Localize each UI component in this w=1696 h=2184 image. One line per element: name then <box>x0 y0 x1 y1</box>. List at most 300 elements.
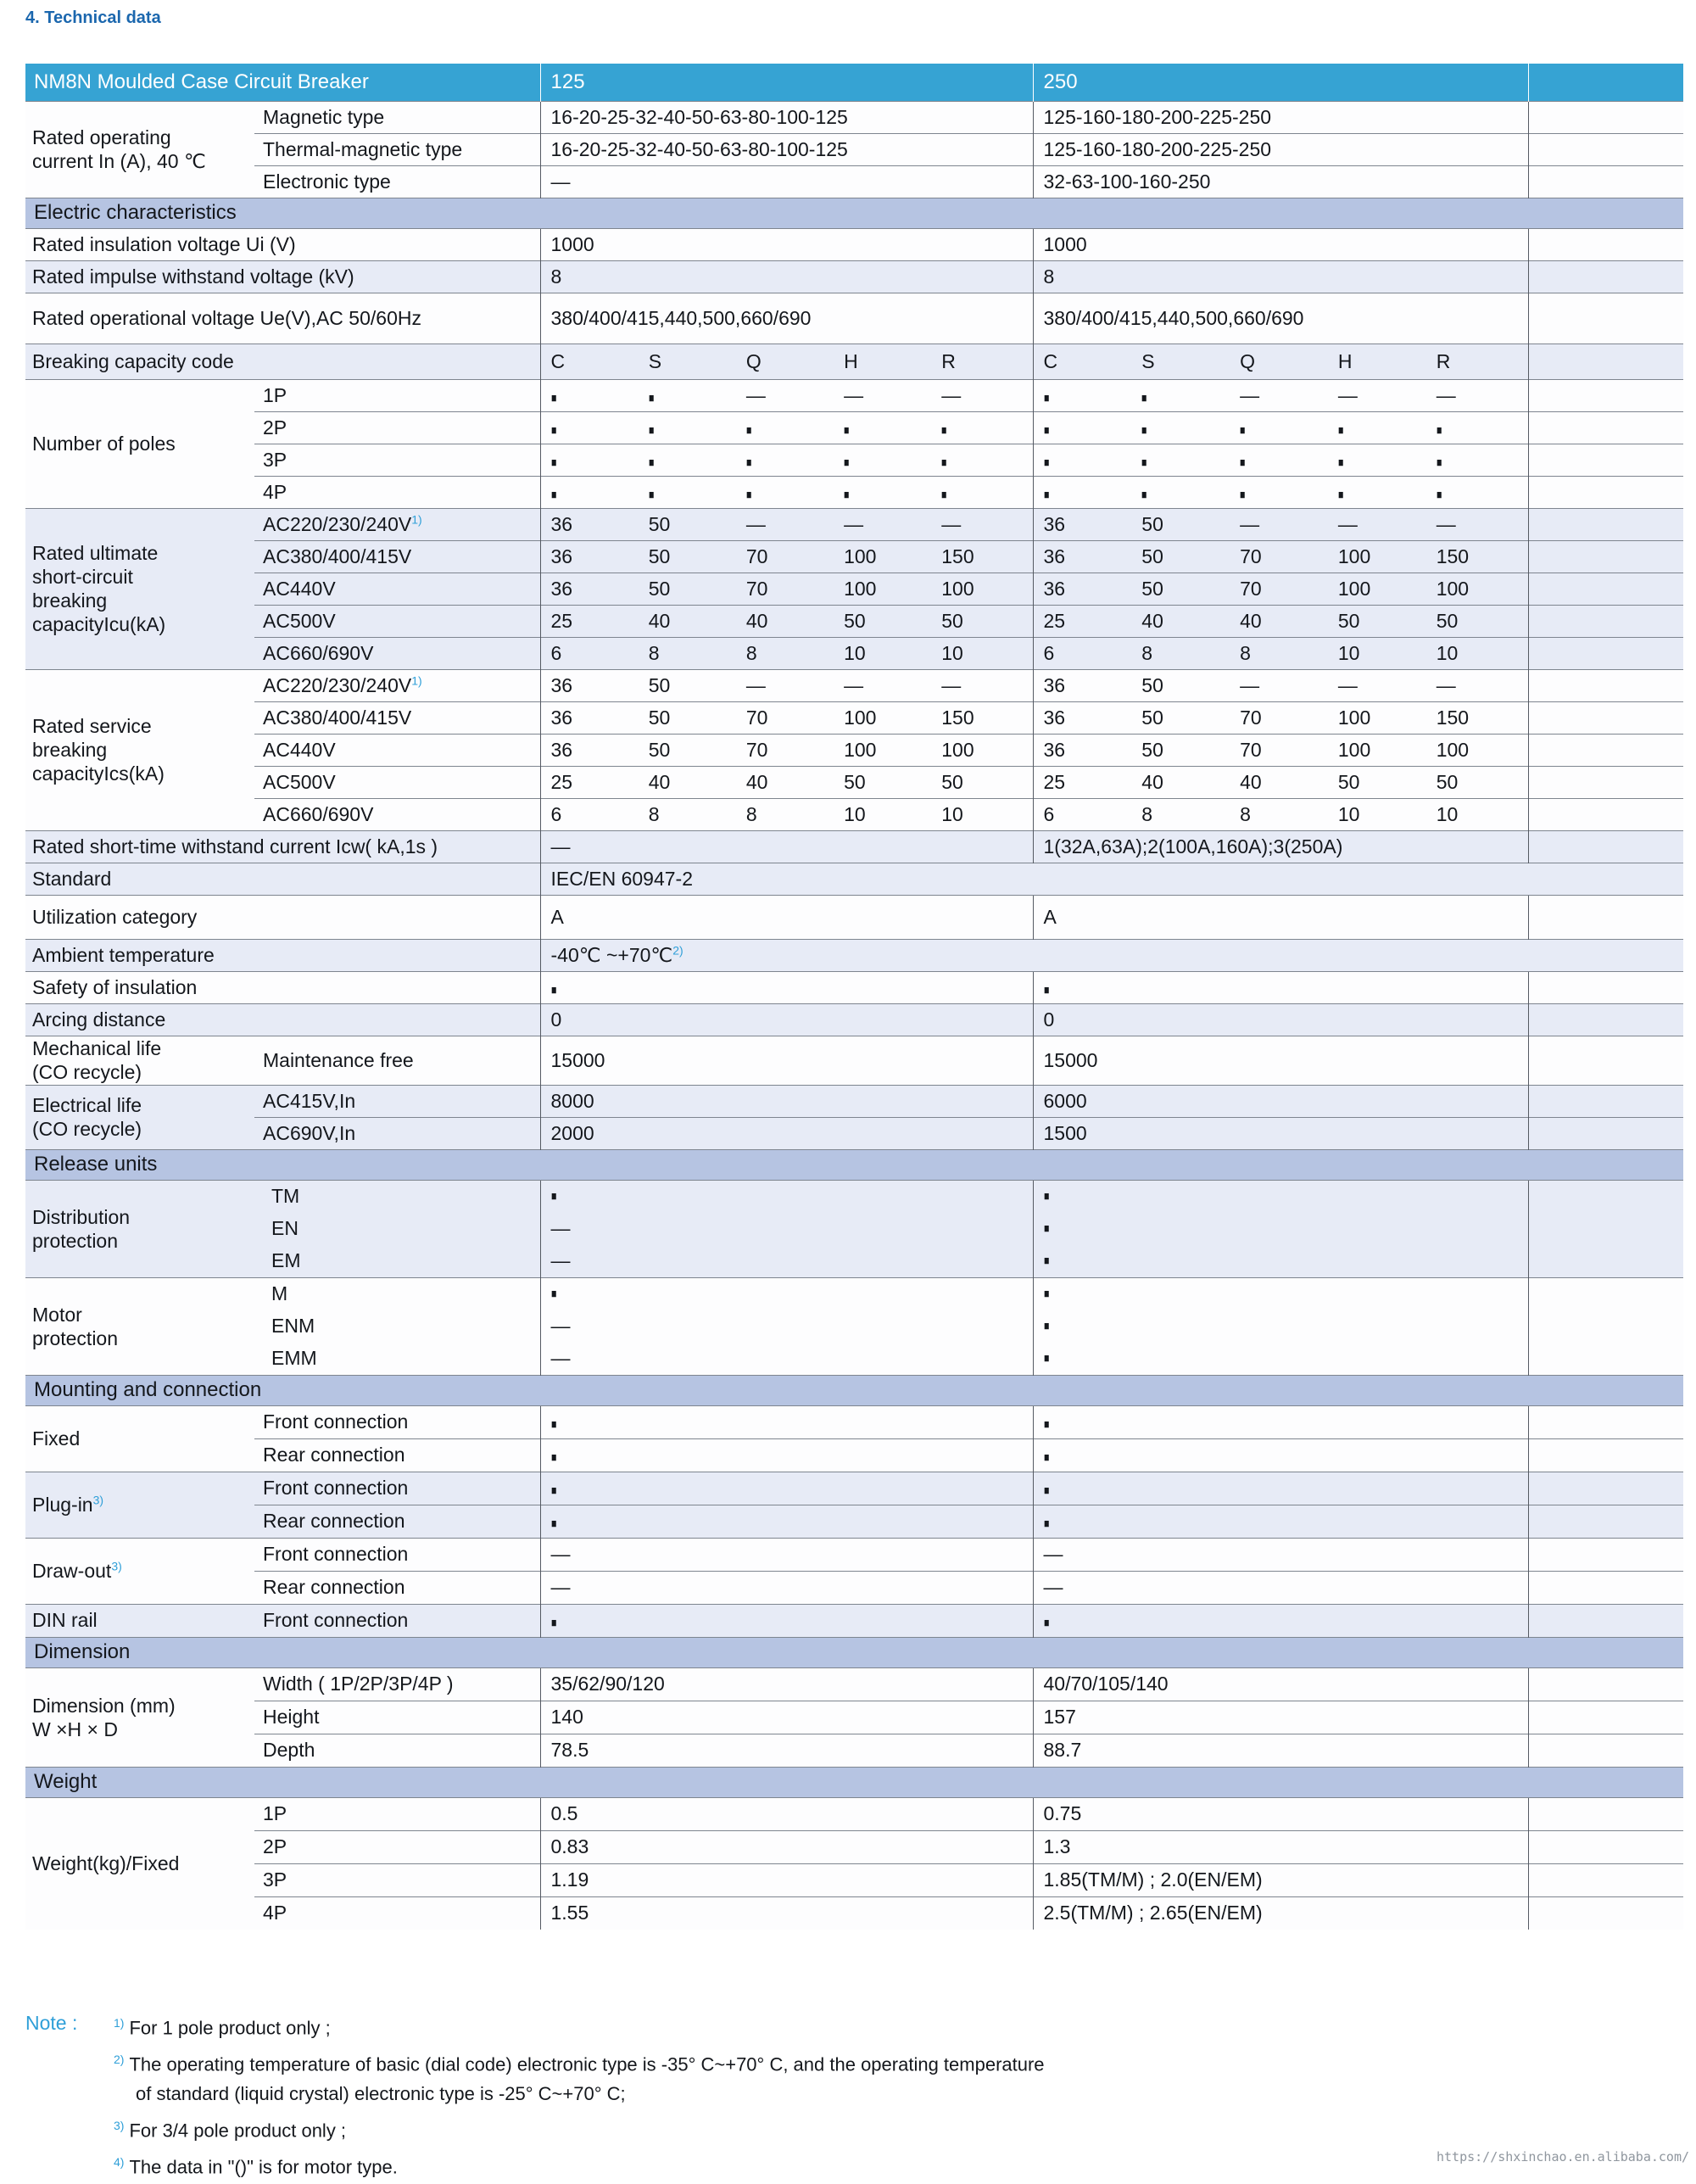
value-250 <box>1033 637 1528 669</box>
cell-text: 50 <box>1436 610 1459 633</box>
dash: — <box>550 1576 571 1598</box>
value-125 <box>540 766 1033 798</box>
sub-col <box>541 578 639 600</box>
dash: — <box>844 674 864 697</box>
cell-text: 0 <box>1043 1008 1055 1031</box>
sub-col <box>1426 545 1525 568</box>
table-row <box>25 540 1683 573</box>
sub-col <box>736 739 834 762</box>
cell-text: 100 <box>844 707 877 729</box>
empty-cell <box>1528 293 1683 344</box>
cell-text: 380/400/415,440,500,660/690 <box>1043 306 1304 329</box>
sub-col <box>1131 350 1230 373</box>
sub-col <box>1131 416 1230 439</box>
empty-cell <box>1528 260 1683 293</box>
empty-cell <box>1528 1180 1683 1277</box>
sub-col <box>931 739 1029 762</box>
empty-cell <box>1528 605 1683 637</box>
row-label <box>25 1085 254 1149</box>
sub-col <box>834 449 931 472</box>
row-sublabel <box>254 444 540 476</box>
empty-cell <box>1528 1863 1683 1896</box>
sub-col <box>639 707 736 729</box>
note-text: The operating temperature of basic (dial code) electronic type is -35° C~+70° C, and the operating temperature <box>129 2053 1045 2075</box>
cell-text: Breaking capacity code <box>32 349 234 372</box>
section-band: Electric characteristics <box>25 198 1683 228</box>
cell-text: 1500 <box>1043 1121 1087 1144</box>
row-sublabel <box>254 476 540 508</box>
filled-square: ■ <box>648 423 655 438</box>
sub-col <box>1328 771 1426 794</box>
value-125 <box>540 228 1033 260</box>
row-sublabel <box>254 1117 540 1149</box>
sub-col <box>639 449 736 472</box>
stacked-value <box>263 1343 537 1375</box>
dash: — <box>844 513 864 536</box>
dash: — <box>1337 674 1358 697</box>
dash: — <box>1240 513 1260 536</box>
cell-text: 8 <box>1240 803 1251 826</box>
filled-square: ■ <box>648 391 655 406</box>
row-sublabel <box>254 165 540 198</box>
sub-col <box>1426 350 1525 373</box>
cell-text: 1.19 <box>550 1868 589 1891</box>
value-125 <box>540 1438 1033 1472</box>
sub-col <box>541 642 639 665</box>
sub-col <box>1034 707 1132 729</box>
sub-col <box>931 545 1029 568</box>
sub-col <box>1230 642 1328 665</box>
cell-text: 0.83 <box>550 1835 589 1857</box>
empty-cell <box>1528 1085 1683 1117</box>
filled-square: ■ <box>1043 1517 1049 1531</box>
table-row <box>25 1797 1683 1830</box>
cell-text: Safety of insulation <box>32 975 198 998</box>
sub-col <box>834 803 931 826</box>
label-line: capacityIcu(kA) <box>32 613 166 635</box>
sub-col <box>1328 803 1426 826</box>
value-250 <box>1033 573 1528 605</box>
value-250 <box>1033 540 1528 573</box>
cell-text: 100 <box>1337 545 1371 568</box>
table-row <box>25 1505 1683 1538</box>
cell-text: 25 <box>550 610 573 633</box>
table-row <box>25 1701 1683 1734</box>
sub-col <box>736 707 834 729</box>
cell-text: 10 <box>1436 803 1459 826</box>
cell-text: Weight(kg)/Fixed <box>32 1852 180 1874</box>
value-250 <box>1033 734 1528 766</box>
sub-col <box>541 384 639 407</box>
cell-text: 88.7 <box>1043 1739 1082 1761</box>
dash: — <box>550 1347 571 1369</box>
value-125 <box>540 1896 1033 1930</box>
filled-square: ■ <box>1043 1319 1049 1333</box>
filled-square: ■ <box>1043 1351 1049 1366</box>
sub-col <box>541 416 639 439</box>
sub-col <box>541 803 639 826</box>
value-125 <box>540 669 1033 701</box>
table-row <box>25 1003 1683 1036</box>
cell-text: 36 <box>1043 578 1066 600</box>
value-250 <box>1033 971 1528 1003</box>
sub-col <box>1230 771 1328 794</box>
value-125 <box>540 344 1033 379</box>
cell-text: TM <box>271 1185 300 1207</box>
sub-col <box>834 545 931 568</box>
header-product: NM8N Moulded Case Circuit Breaker <box>25 64 540 101</box>
filled-square: ■ <box>1043 391 1049 406</box>
cell-text: 3P <box>263 1868 287 1891</box>
row-label <box>25 1003 540 1036</box>
dash: — <box>745 513 766 536</box>
sub-col <box>1131 513 1230 536</box>
value-125 <box>540 1180 1033 1277</box>
filled-square: ■ <box>1436 488 1442 503</box>
cell-text: 2000 <box>550 1121 594 1144</box>
sub-col <box>1426 416 1525 439</box>
row-label <box>25 863 540 895</box>
filled-square: ■ <box>745 455 752 471</box>
cell-text: 50 <box>648 707 671 729</box>
cell-text: Width ( 1P/2P/3P/4P ) <box>263 1673 454 1695</box>
cell-text: 25 <box>550 771 573 794</box>
label-line: current In (A), 40 ℃ <box>32 150 206 172</box>
value-250 <box>1033 1830 1528 1863</box>
table-row <box>25 133 1683 165</box>
filled-square: ■ <box>550 1417 556 1432</box>
row-sublabel <box>254 1538 540 1571</box>
sub-col <box>1328 513 1426 536</box>
dash: — <box>550 1543 571 1565</box>
sub-col <box>1230 674 1328 697</box>
sub-col <box>1131 803 1230 826</box>
value-125 <box>540 1472 1033 1505</box>
table-row <box>25 1830 1683 1863</box>
filled-square: ■ <box>844 423 850 438</box>
row-sublabel <box>254 1896 540 1930</box>
sub-col <box>1034 610 1132 633</box>
filled-square: ■ <box>941 423 947 438</box>
sub-col <box>1328 739 1426 762</box>
value-125 <box>540 260 1033 293</box>
sub-col <box>834 610 931 633</box>
sub-col <box>736 481 834 504</box>
cell-text: 125-160-180-200-225-250 <box>1043 137 1272 160</box>
cell-text: 1000 <box>1043 232 1087 255</box>
cell-text: Rear connection <box>263 1510 405 1532</box>
cell-text: 2P <box>263 1835 287 1857</box>
label-line: protection <box>32 1229 119 1252</box>
empty-cell <box>1528 830 1683 863</box>
label-line: Mechanical life <box>32 1037 162 1059</box>
empty-cell <box>1528 101 1683 133</box>
cell-text: AC380/400/415V <box>263 545 412 567</box>
cell-text: 16-20-25-32-40-50-63-80-100-125 <box>550 105 848 128</box>
dash: — <box>1436 513 1456 536</box>
value-125 <box>540 734 1033 766</box>
filled-square: ■ <box>550 1616 556 1630</box>
row-sublabel <box>254 1571 540 1604</box>
label-line: protection <box>32 1327 119 1349</box>
section-band-row <box>25 1149 1683 1180</box>
cell-text: 50 <box>648 739 671 762</box>
empty-cell <box>1528 1505 1683 1538</box>
table-row <box>25 1438 1683 1472</box>
cell-text: Magnetic type <box>263 105 385 128</box>
empty-cell <box>1528 344 1683 379</box>
sub-col <box>1328 350 1426 373</box>
cell-text: 50 <box>1436 771 1459 794</box>
cell-text: 8 <box>1141 642 1153 665</box>
sub-col <box>541 771 639 794</box>
cell-text: 6 <box>550 642 562 665</box>
cell-text: 10 <box>1337 803 1360 826</box>
empty-cell <box>1528 669 1683 701</box>
value-250 <box>1033 1863 1528 1896</box>
note-item <box>25 2008 1382 2042</box>
sub-col <box>1131 578 1230 600</box>
sub-col <box>736 449 834 472</box>
empty-cell <box>1528 1277 1683 1375</box>
cell-text: 8 <box>648 642 660 665</box>
row-sublabel <box>254 1604 540 1637</box>
cell-text: 100 <box>1436 578 1470 600</box>
filled-square: ■ <box>1043 488 1049 503</box>
cell-text: S <box>648 350 662 373</box>
page-title: 4. Technical data <box>25 8 161 27</box>
cell-text: 70 <box>1240 578 1262 600</box>
filled-square: ■ <box>550 423 556 438</box>
sub-col <box>1230 384 1328 407</box>
note-item <box>114 2148 1382 2181</box>
row-sublabel <box>254 1667 540 1701</box>
sub-col <box>1426 771 1525 794</box>
cell-text: 4P <box>263 480 287 503</box>
sub-col <box>639 578 736 600</box>
cell-text: 40 <box>1240 610 1262 633</box>
cell-text: 8 <box>1043 265 1055 288</box>
cell-text: AC415V,In <box>263 1089 356 1112</box>
filled-square: ■ <box>745 423 752 438</box>
note-text: The data in "()" is for motor type. <box>129 2156 398 2178</box>
sub-col <box>1426 578 1525 600</box>
sub-col <box>931 513 1029 536</box>
row-label <box>25 895 540 939</box>
sub-col <box>1328 384 1426 407</box>
table-row <box>25 1277 1683 1375</box>
value-250 <box>1033 605 1528 637</box>
dash: — <box>550 835 571 857</box>
value-span <box>540 939 1683 971</box>
filled-square: ■ <box>1141 455 1147 471</box>
value-250 <box>1033 293 1528 344</box>
empty-cell <box>1528 1797 1683 1830</box>
dash: — <box>1043 1543 1063 1565</box>
filled-square: ■ <box>1240 455 1246 471</box>
cell-text: 50 <box>844 610 866 633</box>
cell-text: 100 <box>1337 739 1371 762</box>
cell-text: Rated insulation voltage Ui (V) <box>32 232 296 255</box>
stacked-value <box>541 1278 1029 1310</box>
cell-text: Electronic type <box>263 170 391 193</box>
dash: — <box>1240 384 1260 407</box>
value-250 <box>1033 411 1528 444</box>
sub-col <box>639 610 736 633</box>
filled-square: ■ <box>550 982 556 997</box>
sub-col <box>736 578 834 600</box>
stacked-value <box>541 1343 1029 1375</box>
filled-square: ■ <box>550 1287 556 1301</box>
filled-square: ■ <box>941 488 947 503</box>
section-band: Dimension <box>25 1637 1683 1667</box>
cell-text: 15000 <box>550 1048 605 1071</box>
cell-text: 16-20-25-32-40-50-63-80-100-125 <box>550 137 848 160</box>
cell-text: 70 <box>745 578 768 600</box>
dash: — <box>1436 674 1456 697</box>
cell-text: Rear connection <box>263 1576 405 1598</box>
cell-text: 380/400/415,440,500,660/690 <box>550 306 812 329</box>
section-band: Release units <box>25 1149 1683 1180</box>
sub-col <box>931 384 1029 407</box>
filled-square: ■ <box>550 1189 556 1204</box>
value-250 <box>1033 101 1528 133</box>
cell-text: 8 <box>648 803 660 826</box>
table-row <box>25 830 1683 863</box>
cell-text: 50 <box>1337 771 1360 794</box>
sub-col <box>736 416 834 439</box>
filled-square: ■ <box>550 1450 556 1465</box>
cell-text: 100 <box>1337 578 1371 600</box>
table-row <box>25 1863 1683 1896</box>
note-item <box>114 2111 1382 2145</box>
cell-text: 70 <box>745 707 768 729</box>
cell-text: Maintenance free <box>263 1048 414 1071</box>
value-250 <box>1033 1734 1528 1767</box>
sub-col <box>736 545 834 568</box>
empty-cell <box>1528 379 1683 411</box>
table-row <box>25 476 1683 508</box>
table-row <box>25 260 1683 293</box>
table-row <box>25 228 1683 260</box>
row-label <box>25 1797 254 1930</box>
table-row <box>25 379 1683 411</box>
value-250 <box>1033 133 1528 165</box>
row-label <box>25 971 540 1003</box>
row-label <box>25 228 540 260</box>
cell-text: 32-63-100-160-250 <box>1043 170 1211 193</box>
dash: — <box>550 1249 571 1271</box>
label-line: short-circuit <box>32 566 133 588</box>
stacked-value <box>1034 1278 1525 1310</box>
cell-text: EMM <box>271 1347 317 1369</box>
cell-text: Number of poles <box>32 432 176 455</box>
empty-cell <box>1528 1571 1683 1604</box>
value-250 <box>1033 1604 1528 1637</box>
cell-text: 25 <box>1043 771 1066 794</box>
sub-col <box>1230 513 1328 536</box>
stacked-value <box>1034 1181 1525 1213</box>
table-row <box>25 1036 1683 1085</box>
sub-col <box>1230 416 1328 439</box>
sub-col <box>931 771 1029 794</box>
value-125 <box>540 1863 1033 1896</box>
cell-text: 70 <box>1240 739 1262 762</box>
sub-col <box>639 771 736 794</box>
value-125 <box>540 1830 1033 1863</box>
value-125 <box>540 1405 1033 1438</box>
cell-text: 40 <box>648 771 671 794</box>
sub-col <box>541 739 639 762</box>
empty-cell <box>1528 411 1683 444</box>
value-250 <box>1033 830 1528 863</box>
dash: — <box>941 513 962 536</box>
cell-text: 6 <box>550 803 562 826</box>
cell-text: 2.5(TM/M) ; 2.65(EN/EM) <box>1043 1902 1263 1924</box>
value-250 <box>1033 669 1528 701</box>
sub-col <box>834 513 931 536</box>
row-sublabel <box>254 573 540 605</box>
cell-text: 100 <box>844 739 877 762</box>
sub-col <box>1131 449 1230 472</box>
cell-text: AC440V <box>263 738 336 761</box>
cell-text: Thermal-magnetic type <box>263 137 463 160</box>
value-250 <box>1033 1538 1528 1571</box>
table-row <box>25 701 1683 734</box>
filled-square: ■ <box>1141 423 1147 438</box>
sub-col <box>1131 739 1230 762</box>
table-row <box>25 508 1683 540</box>
sub-col <box>1034 350 1132 373</box>
cell-text: 6000 <box>1043 1089 1087 1112</box>
cell-text: H <box>1337 350 1353 373</box>
sub-col <box>1131 642 1230 665</box>
value-250 <box>1033 444 1528 476</box>
value-125 <box>540 605 1033 637</box>
value-125 <box>540 1734 1033 1767</box>
cell-text: 10 <box>844 803 866 826</box>
cell-text: 1000 <box>550 232 594 255</box>
value-250 <box>1033 1667 1528 1701</box>
value-125 <box>540 701 1033 734</box>
sub-col <box>931 642 1029 665</box>
value-125 <box>540 1505 1033 1538</box>
value-250 <box>1033 476 1528 508</box>
sub-col <box>541 350 639 373</box>
sub-col <box>834 707 931 729</box>
footnote-sup: 3) <box>92 1492 104 1506</box>
cell-text: M <box>271 1282 288 1304</box>
filled-square: ■ <box>1436 423 1442 438</box>
empty-cell <box>1528 1667 1683 1701</box>
empty-cell <box>1528 734 1683 766</box>
cell-text: 40/70/105/140 <box>1043 1673 1169 1695</box>
filled-square: ■ <box>648 488 655 503</box>
value-span <box>540 863 1683 895</box>
cell-text: R <box>941 350 956 373</box>
row-sublabel <box>254 605 540 637</box>
row-sublabel <box>254 1277 540 1375</box>
cell-text: 36 <box>550 578 573 600</box>
value-250 <box>1033 228 1528 260</box>
footnote-sup: 3) <box>111 1558 122 1572</box>
sub-col <box>1426 513 1525 536</box>
section-band: Mounting and connection <box>25 1375 1683 1405</box>
sub-col <box>931 481 1029 504</box>
row-sublabel <box>254 101 540 133</box>
value-250 <box>1033 165 1528 198</box>
filled-square: ■ <box>1240 423 1246 438</box>
